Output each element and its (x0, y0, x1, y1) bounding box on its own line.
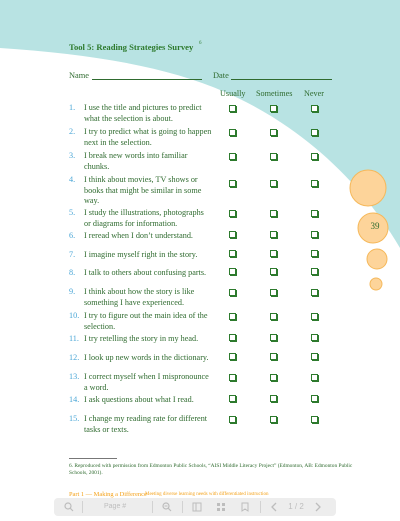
zoom-icon[interactable] (158, 498, 176, 516)
item-number: 2. (69, 127, 76, 136)
survey-title: Tool 5: Reading Strategies Survey (69, 42, 194, 52)
checkbox-never[interactable] (311, 180, 318, 187)
checkbox-never[interactable] (311, 334, 318, 341)
checkbox-sometimes[interactable] (270, 289, 277, 296)
checkbox-never[interactable] (311, 153, 318, 160)
checkbox-usually[interactable] (229, 416, 236, 423)
column-never: Never (304, 89, 325, 98)
checkbox-sometimes[interactable] (270, 395, 277, 402)
item-number: 3. (69, 151, 76, 160)
item-statement: I break new words into familiar chunks. (84, 151, 188, 171)
checkbox-never[interactable] (311, 313, 318, 320)
item-statement: I think about movies, TV shows or books that might be similar in some way. (84, 175, 202, 205)
checkbox-usually[interactable] (229, 395, 236, 402)
column-sometimes: Sometimes (256, 89, 293, 98)
checkbox-usually[interactable] (229, 231, 236, 238)
checkbox-sometimes[interactable] (270, 210, 277, 217)
checkbox-sometimes[interactable] (270, 250, 277, 257)
checkbox-sometimes[interactable] (270, 153, 277, 160)
item-statement: I think about how the story is like something I have experienced. (84, 287, 195, 307)
item-number: 7. (69, 250, 76, 259)
checkbox-never[interactable] (311, 416, 318, 423)
checkbox-sometimes[interactable] (270, 180, 277, 187)
checkbox-never[interactable] (311, 210, 318, 217)
checkbox-sometimes[interactable] (270, 129, 277, 136)
item-statement: I look up new words in the dictionary. (84, 353, 209, 362)
prev-icon[interactable] (268, 498, 280, 516)
checkbox-never[interactable] (311, 129, 318, 136)
item-statement: I imagine myself right in the story. (84, 250, 198, 259)
search-icon[interactable] (60, 498, 78, 516)
item-number: 1. (69, 103, 76, 112)
page-indicator: 1 / 2 (288, 502, 304, 511)
toolbar-separator (260, 501, 261, 513)
item-number: 4. (69, 175, 76, 184)
checkbox-never[interactable] (311, 395, 318, 402)
thumbnails-icon[interactable] (188, 498, 206, 516)
checkbox-never[interactable] (311, 250, 318, 257)
footer-part-title: Part 1 — Making a Difference (69, 491, 147, 498)
checkbox-usually[interactable] (229, 250, 236, 257)
item-number: 5. (69, 208, 76, 217)
checkbox-usually[interactable] (229, 313, 236, 320)
checkbox-never[interactable] (311, 268, 318, 275)
checkbox-usually[interactable] (229, 374, 236, 381)
item-statement: I use the title and pictures to predict what the selection is about. (84, 103, 202, 123)
checkbox-never[interactable] (311, 289, 318, 296)
name-line (92, 79, 202, 80)
next-icon[interactable] (312, 498, 324, 516)
item-statement: I try to figure out the main idea of the selection. (84, 311, 208, 331)
footnote-text: 6. Reproduced with permission from Edmonton Public Schools, “AISI Middle Literacy Project” (Edmonton, AB: Edmonton Public Schools, 2001). (69, 463, 353, 476)
checkbox-usually[interactable] (229, 105, 236, 112)
checkbox-usually[interactable] (229, 289, 236, 296)
footnote-rule (69, 458, 117, 459)
checkbox-sometimes[interactable] (270, 105, 277, 112)
toolbar-separator (152, 501, 153, 513)
checkbox-never[interactable] (311, 105, 318, 112)
checkbox-usually[interactable] (229, 268, 236, 275)
item-number: 9. (69, 287, 76, 296)
checkbox-sometimes[interactable] (270, 334, 277, 341)
checkbox-usually[interactable] (229, 210, 236, 217)
item-statement: I study the illustrations, photographs or diagrams for information. (84, 208, 204, 228)
checkbox-never[interactable] (311, 231, 318, 238)
item-number: 6. (69, 231, 76, 240)
column-usually: Usually (220, 89, 246, 98)
checkbox-usually[interactable] (229, 153, 236, 160)
grid-icon[interactable] (212, 498, 230, 516)
item-number: 15. (69, 414, 80, 423)
checkbox-sometimes[interactable] (270, 231, 277, 238)
checkbox-sometimes[interactable] (270, 313, 277, 320)
toolbar-separator (182, 501, 183, 513)
item-statement: I change my reading rate for different tasks or texts. (84, 414, 208, 434)
item-number: 12. (69, 353, 80, 362)
name-label: Name (69, 71, 89, 80)
checkbox-sometimes[interactable] (270, 374, 277, 381)
bookmark-icon[interactable] (236, 498, 254, 516)
checkbox-usually[interactable] (229, 180, 236, 187)
footer-subtitle: Meeting diverse learning needs with differentiated instruction (145, 492, 269, 497)
item-number: 14. (69, 395, 80, 404)
item-statement: I try to predict what is going to happen next in the selection. (84, 127, 212, 147)
item-number: 10. (69, 311, 80, 320)
checkbox-never[interactable] (311, 353, 318, 360)
checkbox-sometimes[interactable] (270, 268, 277, 275)
checkbox-never[interactable] (311, 374, 318, 381)
viewer-toolbar (54, 498, 336, 516)
checkbox-usually[interactable] (229, 334, 236, 341)
item-statement: I talk to others about confusing parts. (84, 268, 207, 277)
checkbox-usually[interactable] (229, 129, 236, 136)
item-number: 8. (69, 268, 76, 277)
checkbox-sometimes[interactable] (270, 353, 277, 360)
page-number: 39 (370, 221, 380, 231)
checkbox-sometimes[interactable] (270, 416, 277, 423)
toolbar-separator (82, 501, 83, 513)
checkbox-usually[interactable] (229, 353, 236, 360)
item-statement: I reread when I don’t understand. (84, 231, 193, 240)
item-statement: I ask questions about what I read. (84, 395, 194, 404)
item-statement: I try retelling the story in my head. (84, 334, 199, 343)
page-number-input[interactable]: Page # (104, 503, 127, 510)
item-statement: I correct myself when I mispronounce a word. (84, 372, 209, 392)
item-number: 13. (69, 372, 80, 381)
footnote-marker: 6 (199, 41, 202, 46)
date-label: Date (213, 71, 229, 80)
item-number: 11. (69, 334, 79, 343)
date-line (231, 79, 332, 80)
